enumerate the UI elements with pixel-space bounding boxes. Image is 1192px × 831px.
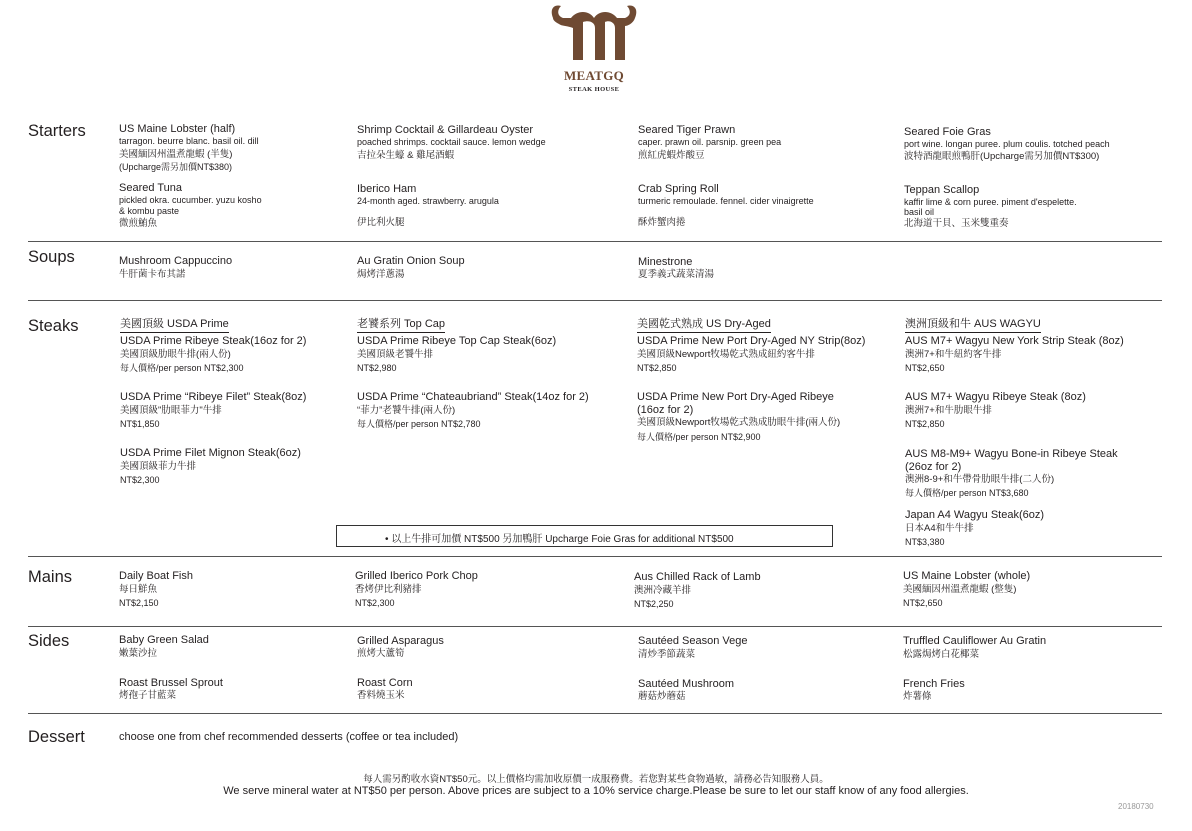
menu-item-name: US Maine Lobster (half) [119, 123, 236, 135]
menu-item-note: (Upcharge需另加價NT$380) [119, 162, 233, 172]
menu-item-cn: 香料燒玉米 [357, 690, 405, 701]
menu-item-cn: 日本A4和牛牛排 [905, 523, 974, 534]
steak-group-header: 美國頂級 USDA Prime [120, 318, 229, 333]
brand-subtitle: STEAK HOUSE [568, 86, 620, 93]
menu-item-name: AUS M7+ Wagyu New York Strip Steak (8oz) [905, 335, 1124, 347]
section-divider [28, 556, 1162, 557]
menu-item-cn: 吉拉朵生蠔 & 雞尾酒蝦 [357, 150, 455, 161]
steak-group-header: 美國乾式熟成 US Dry-Aged [637, 318, 771, 333]
menu-item-desc: poached shrimps. cocktail sauce. lemon wedge [357, 137, 546, 147]
menu-item-cn: 焗烤洋蔥湯 [357, 269, 405, 280]
menu-item-cn: 美國頂級肋眼牛排(兩人份) [120, 349, 231, 360]
brand-name: MEATGQ [563, 68, 625, 83]
menu-item-cn: 夏季義式蔬菜清湯 [638, 269, 715, 280]
menu-item-price: NT$3,380 [905, 537, 945, 547]
upcharge-note: • 以上牛排可加價 NT$500 另加鴨肝 Upcharge Foie Gras for additional NT$500 [385, 534, 734, 545]
section-starters: Starters [28, 122, 86, 140]
section-divider [28, 241, 1162, 242]
menu-item-price: NT$1,850 [120, 419, 160, 429]
section-soups: Soups [28, 248, 75, 266]
menu-item-desc: tarragon. beurre blanc. basil oil. dill [119, 136, 259, 146]
menu-item-desc: caper. prawn oil. parsnip. green pea [638, 137, 782, 147]
menu-item-cn: 北海道干貝、玉米雙重奏 [904, 218, 1009, 229]
section-divider [28, 300, 1162, 301]
menu-version-code: 20180730 [1118, 802, 1154, 811]
menu-item-cn: 波特酒龍眼煎鴨肝(Upcharge需另加價NT$300) [904, 151, 1100, 162]
menu-item-name: AUS M7+ Wagyu Ribeye Steak (8oz) [905, 391, 1086, 403]
menu-item-price: NT$2,980 [357, 363, 397, 373]
menu-item-cn: 清炒季節蔬菜 [638, 649, 696, 660]
menu-item-cn: 煎紅虎蝦炸酸豆 [638, 150, 705, 161]
footer-note-en: We serve mineral water at NT$50 per person. Above prices are subject to a 10% service charge.Please be sure to let our staff know of any food allergies. [223, 785, 969, 797]
menu-item-name: Aus Chilled Rack of Lamb [634, 571, 761, 583]
steak-group-header: 老饕系列 Top Cap [357, 318, 445, 333]
menu-item-price: 每人價格/per person NT$3,680 [905, 488, 1029, 498]
menu-item-name: Mushroom Cappuccino [119, 255, 233, 267]
menu-item-cn: 每日鮮魚 [119, 584, 158, 595]
menu-item-name: Seared Tuna [119, 182, 182, 194]
menu-item-name: Grilled Asparagus [357, 635, 444, 647]
menu-item-price: NT$2,300 [355, 598, 395, 608]
menu-item-cn: 美國頂級Newport牧場乾式熟成紐約客牛排 [637, 349, 815, 360]
menu-item-cn: 美國頂級菲力牛排 [120, 461, 197, 472]
menu-item-price: 每人價格/per person NT$2,300 [120, 363, 244, 373]
menu-item-cn: 微煎鮪魚 [119, 218, 158, 229]
menu-item-name: Sautéed Season Vege [638, 635, 748, 647]
menu-item-cn: 澳洲冷藏羊排 [634, 585, 692, 596]
menu-item-name: Shrimp Cocktail & Gillardeau Oyster [357, 124, 534, 136]
menu-item-cn: 烤孢子甘藍菜 [119, 690, 177, 701]
menu-item-cn: 伊比利火腿 [357, 217, 405, 228]
upcharge-note-box [336, 525, 833, 547]
menu-item-price: NT$2,650 [905, 363, 945, 373]
menu-item-cn: 松露焗烤白花椰菜 [903, 649, 980, 660]
menu-item-name: USDA Prime “Chateaubriand” Steak(14oz for 2) [357, 391, 589, 403]
menu-item-price: NT$2,250 [634, 599, 674, 609]
menu-item-name: Iberico Ham [357, 183, 417, 195]
menu-item-name: Roast Corn [357, 677, 413, 689]
menu-item-name: USDA Prime Ribeye Steak(16oz for 2) [120, 335, 307, 347]
menu-item-name: Japan A4 Wagyu Steak(6oz) [905, 509, 1045, 521]
menu-item-price: NT$2,650 [903, 598, 943, 608]
menu-item-cn: 炸薯條 [903, 691, 932, 702]
menu-item-desc: 24-month aged. strawberry. arugula [357, 196, 499, 206]
section-divider [28, 713, 1162, 714]
menu-item-name: (16oz for 2) [637, 404, 694, 416]
menu-item-name: Grilled Iberico Pork Chop [355, 570, 478, 582]
dessert-text: choose one from chef recommended desserts (coffee or tea included) [119, 731, 459, 743]
menu-item-price: NT$2,300 [120, 475, 160, 485]
menu-item-desc: & kombu paste [119, 206, 180, 216]
menu-item-price: NT$2,850 [905, 419, 945, 429]
section-sides: Sides [28, 632, 70, 650]
menu-item-name: AUS M8-M9+ Wagyu Bone-in Ribeye Steak [905, 448, 1118, 460]
menu-item-name: USDA Prime Ribeye Top Cap Steak(6oz) [357, 335, 557, 347]
menu-item-cn: 煎烤大蘆筍 [357, 648, 405, 659]
menu-item-cn: 蘑菇炒蘑菇 [638, 691, 686, 702]
menu-item-price: NT$2,850 [637, 363, 677, 373]
bull-horns-logo [549, 4, 639, 68]
menu-item-name: Crab Spring Roll [638, 183, 719, 195]
menu-item-cn: 美國緬因州溫煮龍蝦 (半隻) [119, 149, 233, 160]
menu-item-cn: 酥炸蟹肉捲 [638, 217, 686, 228]
menu-item-desc: kaffir lime & corn puree. piment d'espelette. [904, 197, 1077, 207]
menu-item-cn: 澳洲7+和牛肋眼牛排 [905, 405, 992, 416]
menu-item-cn: 牛肝菌卡布其諾 [119, 269, 186, 280]
menu-item-name: French Fries [903, 678, 965, 690]
menu-item-name: Au Gratin Onion Soup [357, 255, 465, 267]
section-dessert: Dessert [28, 728, 85, 746]
footer-note-cn: 每人需另酌收水資NT$50元。以上價格均需加收原價一成服務費。若您對某些食物過敏，請務必告知服務人員。 [363, 774, 829, 785]
menu-item-cn: 美國緬因州溫煮龍蝦 (整隻) [903, 584, 1017, 595]
menu-item-cn: 澳洲7+和牛紐約客牛排 [905, 349, 1002, 360]
menu-item-cn: 香烤伊比利豬排 [355, 584, 422, 595]
menu-item-desc: port wine. longan puree. plum coulis. totched peach [904, 139, 1110, 149]
menu-item-name: Sautéed Mushroom [638, 678, 734, 690]
menu-item-name: US Maine Lobster (whole) [903, 570, 1031, 582]
menu-item-name: USDA Prime “Ribeye Filet” Steak(8oz) [120, 391, 307, 403]
section-steaks: Steaks [28, 317, 79, 335]
menu-item-price: NT$2,150 [119, 598, 159, 608]
menu-item-cn: 嫩葉沙拉 [119, 648, 158, 659]
menu-item-cn: 美國頂級Newport牧場乾式熟成肋眼牛排(兩人份) [637, 417, 841, 428]
section-mains: Mains [28, 568, 73, 586]
section-divider [28, 626, 1162, 627]
menu-item-name: Roast Brussel Sprout [119, 677, 223, 689]
menu-item-name: USDA Prime Filet Mignon Steak(6oz) [120, 447, 301, 459]
menu-item-desc: turmeric remoulade. fennel. cider vinaigrette [638, 196, 814, 206]
menu-item-name: Minestrone [638, 256, 693, 268]
menu-item-cn: 澳洲8-9+和牛帶骨肋眼牛排(二人份) [905, 474, 1055, 485]
menu-item-name: Truffled Cauliflower Au Gratin [903, 635, 1047, 647]
steak-group-header: 澳洲頂級和牛 AUS WAGYU [905, 318, 1041, 333]
menu-item-desc: basil oil [904, 207, 935, 217]
menu-item-desc: pickled okra. cucumber. yuzu kosho [119, 195, 262, 205]
menu-item-price: 每人價格/per person NT$2,900 [637, 432, 761, 442]
menu-item-name: Seared Foie Gras [904, 126, 991, 138]
menu-item-name: USDA Prime New Port Dry-Aged Ribeye [637, 391, 834, 403]
menu-item-name: (26oz for 2) [905, 461, 962, 473]
menu-item-name: USDA Prime New Port Dry-Aged NY Strip(8oz) [637, 335, 866, 347]
menu-item-name: Teppan Scallop [904, 184, 980, 196]
menu-item-cn: 美國頂級"肋眼菲力"牛排 [120, 405, 222, 416]
menu-item-name: Seared Tiger Prawn [638, 124, 736, 136]
menu-item-name: Baby Green Salad [119, 634, 209, 646]
menu-item-cn: 美國頂級老饕牛排 [357, 349, 434, 360]
menu-item-cn: “菲力”老饕牛排(兩人份) [357, 405, 456, 416]
menu-item-name: Daily Boat Fish [119, 570, 193, 582]
menu-item-price: 每人價格/per person NT$2,780 [357, 419, 481, 429]
